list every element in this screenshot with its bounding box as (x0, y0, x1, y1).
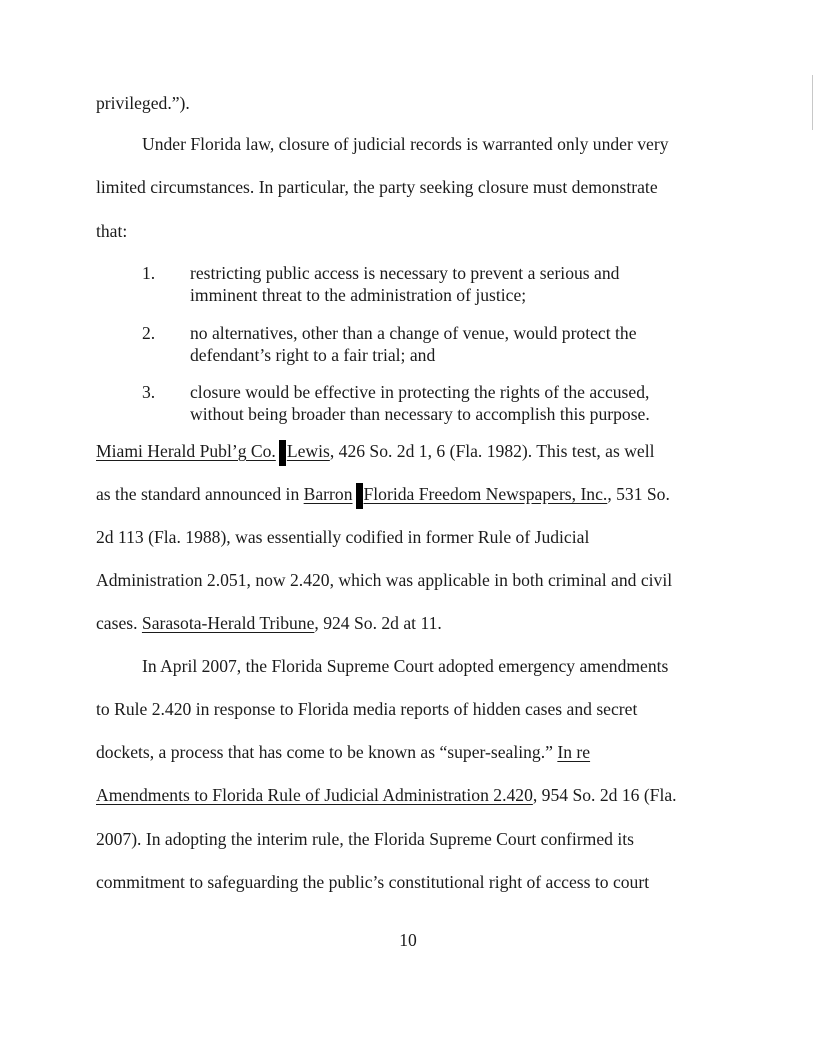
list-item-text: closure would be effective in protecting the rights of the accused, (190, 382, 650, 402)
text-segment: dockets, a process that has come to be known as “super-sealing.” (96, 742, 558, 762)
list-item-text: restricting public access is necessary to prevent a serious and (190, 263, 620, 283)
case-citation: Amendments to Florida Rule of Judicial Administration 2.420 (96, 785, 533, 805)
paragraph-line (96, 612, 442, 634)
paragraph-line (96, 741, 590, 763)
citation-text: , 924 So. 2d at 11. (314, 613, 442, 633)
paragraph-line: 2007). In adopting the interim rule, the Florida Supreme Court confirmed its (96, 829, 634, 849)
list-number: 2. (142, 323, 156, 343)
redaction-bar (356, 483, 363, 509)
paragraph-line: Under Florida law, closure of judicial records is warranted only under very (142, 134, 669, 154)
redaction-bar (279, 440, 286, 466)
case-citation: In re (557, 742, 591, 762)
case-citation: Lewis (286, 441, 330, 461)
case-citation: Florida Freedom Newspapers, Inc. (363, 484, 608, 504)
paragraph-line: In April 2007, the Florida Supreme Court adopted emergency amendments (142, 656, 669, 676)
paragraph-line: commitment to safeguarding the public’s constitutional right of access to court (96, 872, 650, 892)
list-item-text: imminent threat to the administration of justice; (190, 285, 527, 305)
case-citation: Barron (303, 484, 353, 504)
case-citation: Miami Herald Publ’g Co. (96, 441, 276, 461)
paragraph-line: Administration 2.051, now 2.420, which was applicable in both criminal and civil (96, 570, 673, 590)
paragraph-line: that: (96, 221, 128, 241)
citation-text: , 954 So. 2d 16 (Fla. (532, 785, 677, 805)
paragraph-line: 2d 113 (Fla. 1988), was essentially codified in former Rule of Judicial (96, 527, 590, 547)
paragraph-line: limited circumstances. In particular, the party seeking closure must demonstrate (96, 177, 658, 197)
paragraph-line: to Rule 2.420 in response to Florida media reports of hidden cases and secret (96, 699, 638, 719)
paragraph-line (96, 440, 655, 466)
scan-edge-mark (812, 75, 813, 130)
text-segment: as the standard announced in (96, 484, 304, 504)
text-line: privileged.”). (96, 93, 190, 113)
paragraph-line (96, 784, 677, 806)
case-citation: Sarasota-Herald Tribune (141, 613, 315, 633)
paragraph-line (96, 483, 670, 509)
citation-text: , 426 So. 2d 1, 6 (Fla. 1982). This test, as well (329, 441, 655, 461)
text-segment: cases. (96, 613, 142, 633)
list-number: 3. (142, 382, 156, 402)
list-item-text: without being broader than necessary to accomplish this purpose. (190, 404, 650, 424)
citation-text: , 531 So. (607, 484, 670, 504)
list-number: 1. (142, 263, 156, 283)
page-number: 10 (399, 930, 417, 950)
list-item-text: no alternatives, other than a change of venue, would protect the (190, 323, 637, 343)
list-item-text: defendant’s right to a fair trial; and (190, 345, 436, 365)
